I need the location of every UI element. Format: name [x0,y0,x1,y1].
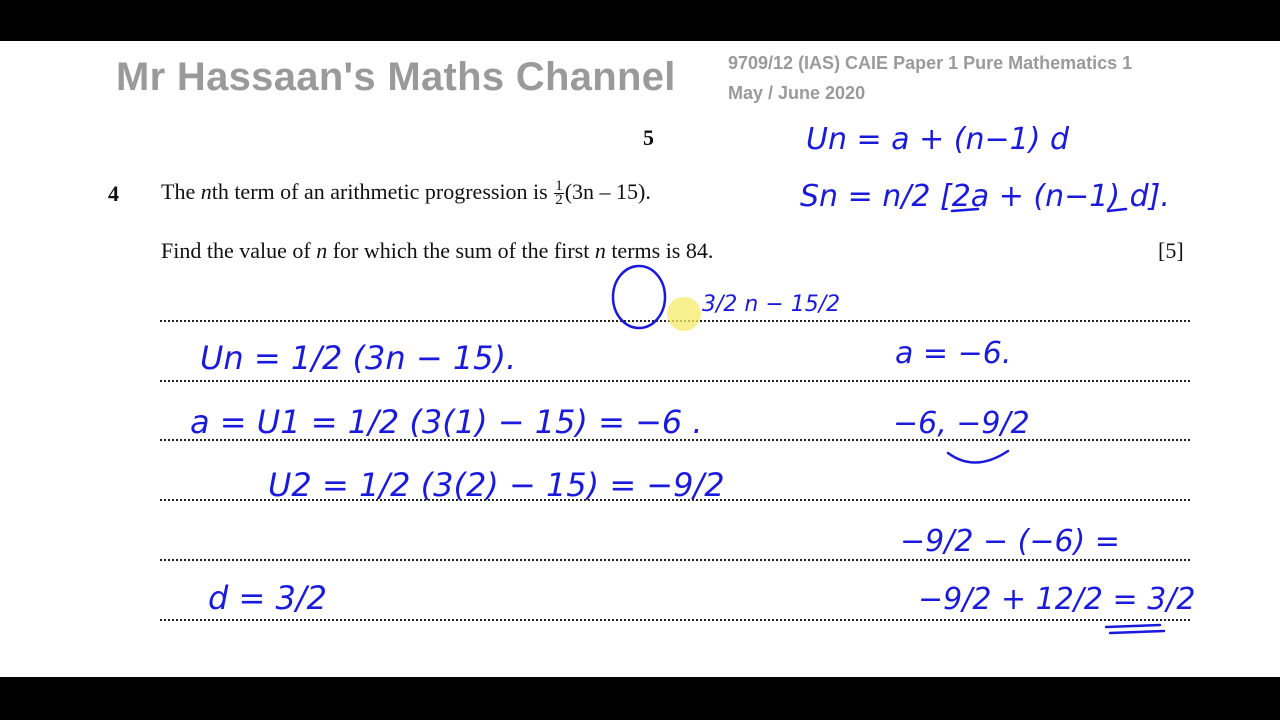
work-line-1: Un = 1/2 (3n − 15). [200,339,517,377]
side-note: 3/2 n − 15/2 [702,292,841,317]
worksheet-page [0,41,1280,677]
work-line-4: d = 3/2 [208,579,327,617]
work-line-2: a = U1 = 1/2 (3(1) − 15) = −6 . [190,403,703,441]
right-work-2: −6, −9/2 [893,406,1030,441]
right-work-3: −9/2 − (−6) = [900,524,1120,559]
cursor-highlight [667,297,701,331]
marks-label: [5] [1158,238,1184,263]
formula-un: Un = a + (n−1) d [806,122,1069,157]
question-number: 4 [108,181,119,206]
channel-watermark: Mr Hassaan's Maths Channel [116,55,676,99]
formula-sn: Sn = n/2 [2a + (n−1) d]. [800,179,1170,214]
paper-session: May / June 2020 [728,83,866,103]
link-arc [948,451,1008,463]
paper-code: 9709/12 (IAS) CAIE Paper 1 Pure Mathematics 1 [728,53,1133,73]
question-stem: The nth term of an arithmetic progression is $\frac{1}{2}$ (3n – 15). [161,178,651,209]
fraction-half: $\frac{1}{2}$ [555,178,563,209]
handwriting-layer [0,41,1280,677]
circled-coefficient [613,266,665,328]
page-number: 5 [643,125,654,150]
right-work-4: −9/2 + 12/2 = 3/2 [918,582,1196,617]
question-task: Find the value of n for which the sum of the first n terms is 84. [161,238,714,263]
answer-underline [1106,625,1164,633]
right-work-1: a = −6. [895,336,1012,371]
work-line-3: U2 = 1/2 (3(2) − 15) = −9/2 [268,466,725,504]
